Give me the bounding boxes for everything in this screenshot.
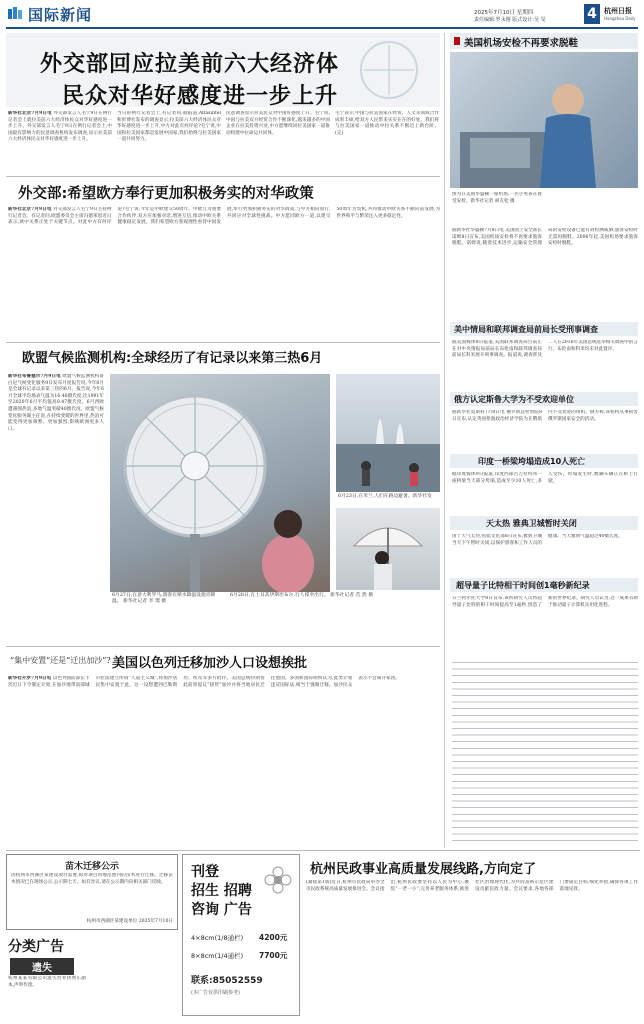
lead-dateline: 新华社北京7月9日电 [8,111,52,116]
brief-4-headline: 天太热 雅典卫城暂时关闭 [486,519,577,528]
brief-4-headline-bar [450,516,638,530]
hz-text-block [306,880,638,1018]
photo-caption: 6月28日,在土耳其伊斯坦布尔,行人撑伞出行。 新华社记者 荒 然 摄 [230,593,374,598]
photo-caption: 6月27日,在意大利罗马,游客在喷水降温设施旁降温。 新华社记者 李 璟 摄 [112,593,216,605]
right-top-headline: 美国机场安检不再要求脱鞋 [464,38,579,49]
lead-col-1 [8,111,112,171]
gaza-text-block [8,676,440,846]
lead-headline-1: 外交部回应拉美前六大经济体 [40,52,340,77]
europe-text-continued [110,610,440,640]
brief-1-text: 据美国媒体8日报道,美国联邦调查局目前正在对中央情报局前局长布伦南和联邦调查局前局长科米展开刑事调查。报道说,调查涉及二人在2016年美国总统选举相关调查中的言行。布伦南和科米均未对此置评。 [452,340,638,359]
lead-col1-text: 外交部发言人毛宁9日在例行记者会上就拉美前六大经济体民众对华好感度进一步上升、外交部发言人毛宁9日在例行记者会上,中国最有影响力的民意调查机构发布调查,显示拉美前六大经济体民众对华好感度进一步上升。 [8,111,112,143]
second-text-block [8,207,440,339]
lead-col-3: 民意调查显示拉美民众对中国好感度上升。毛宁说,中国与拉美双方经贸合作不断深化,越来越多的中国企业在拉美投资兴业,中方愿继续同拉美国家一道推动构建中拉命运共同体。 [226,111,330,136]
second-headline: 外交部:希望欧方奉行更加积极务实的对华政策 [18,186,314,202]
notice-box [6,854,178,930]
europe-text-block [8,374,104,640]
lead-col-2: 当日的例行记者会上,有记者问,据报道,Atlasintel和彭博社发布的调查显示,拉美前六大经济体民众对华好感度进一步上升,中方对此有何评论?毛宁说,中国和拉美国家都是发展中国家,我们始终与拉美国家一道共同努力。 [117,111,221,143]
airport-photo [450,52,638,188]
brief-3-headline: 印度一桥梁垮塌造成10人死亡 [478,457,586,466]
page-number: 4 [587,6,597,22]
brief-3-text: 据印度媒体9日报道,印度西部古吉拉特邦一座桥梁当天部分垮塌,造成至少10人死亡,多人受伤。垮塌发生时,数辆车辆正在桥上行驶。 [452,472,638,484]
section-title: 国际新闻 [28,6,93,24]
issue-date: 2025年7月10日 星期四 [474,10,534,16]
paper-name: 杭州日报 [604,6,632,15]
divider [6,646,440,647]
notice-title: 苗木迁移公示 [64,862,119,872]
ad-rate-box [182,854,300,1016]
umbrella-photo [336,508,440,590]
classified-title: 分类广告 [8,939,64,955]
brief-1-headline: 美中情局和联邦调查局前局长受刑事调查 [454,325,598,334]
notice-signature: 杭州市西湖区某建设单位 2025年7月10日 [86,919,173,924]
section-logo-icon [8,6,26,20]
europe-headline: 欧盟气候监测机构:全球经历了有记录以来第三热6月 [22,351,323,366]
gaza-kicker: “集中安置”还是“迁出加沙”? [10,656,111,665]
brief-3-headline-bar [450,454,638,468]
photo-caption: 6月23日,在米兰,人们在路边避暑。新华社发 [338,494,432,499]
divider [6,850,640,851]
price-2-label: 8×8cm(1/4通栏) [191,952,244,960]
lead-col-4: 毛宁表示,中国与拉美国家在经贸、人文等领域合作成果丰硕,给双方人民带来实实在在的好处。我们将与拉美国家一道推动中拉关系不断迈上新台阶。(完) [335,111,439,136]
masthead [0,0,644,34]
brief-5-text: 芬兰阿尔托大学8日宣布,该校研究人员将超导量子比特的相干时间提高至1毫秒,创造了新的世界纪录。研究人员认为,这一成果有助于推动量子计算机实用化进程。 [452,596,638,608]
editors: 责任编辑:罗永刚 版式设计:吴 旻 [474,17,546,23]
gaza-text: 以色列国防部长卡茨近日下令制定计划,在加沙地带南部城市拉法建立所谓“人道主义城”,将加沙居民集中安置于此。这一设想遭到巴勒斯坦、埃及等多方批评。美国总统特朗普此前曾提议“接管”加沙并将当地居民迁往他国。多国和国际组织认为,此类计划违反国际法,相当于强制迁移。加沙民众表示不会离开家园。 [8,676,400,688]
ad-phone: 联系:85052559 [191,976,263,986]
masthead-rule [6,27,638,29]
ad-headline: 刊登 招生 招聘 咨询 广告 [191,864,252,918]
paper-subtitle: Hangzhou Daily [604,16,636,21]
europe-text: 欧盟气候监测机构哥白尼气候变化服务9日发布月度报告说,今年6月是全球有记录以来第三热的6月。报告说,今年6月全球平均地表气温为16.46摄氏度,比1991年至2020年6月平均值高0.47摄氏度。6月西欧遭遇强热浪,多地气温突破40摄氏度。欧盟气候变化服务副主任说,在持续变暖的世界里,热浪可能变得更加频繁、更加强烈,影响欧洲更多人口。 [8,374,104,432]
europe-dateline: 新华社布鲁塞尔7月9日电 [8,374,61,379]
brief-5-headline: 超导量子比特相干时间创1毫秒新纪录 [456,581,590,590]
bullet-icon [454,37,460,45]
second-dateline: 新华社北京7月9日电 [8,207,52,212]
brief-4-text: 由于天气太热,希腊文化部8日宣布,雅典卫城当天下午暂时关闭,以保护游客和工作人员的健康。当天雅典气温超过40摄氏度。 [452,534,623,546]
airport-text: 据新华社华盛顿7月8日电 美国国土安全部长诺姆8日宣布,美国机场安检将不再要求旅客脱鞋。诺姆说,随着技术进步,运输安全管理局的安检设备已能有效检测威胁,旅客安检时无需再脱鞋。2006年起,美国机场要求旅客安检时脱鞋。 [452,228,638,247]
price-1: 4200元 [259,933,288,942]
hz-text: (紧接第1版)近日,杭州市民政局举办全市民政系统高质量发展推进会。会议指出,杭州民政要坚持以人民为中心,聚焦“一老一小”,完善养老服务体系,推进社区治理现代化,为共同富裕示范区建设贡献民政力量。会议要求,各地各部门要锚定目标,细化举措,确保各项工作落地见效。 [306,880,638,892]
fan-photo [110,374,330,592]
brief-5-headline-bar [450,578,638,592]
right-filler-text [452,660,638,846]
lead-headline-band [6,33,440,107]
gaza-dateline: 新华社开罗7月9日电 [8,676,52,681]
lost-title: 遗失 [10,958,74,975]
fountain-photo [336,374,440,492]
lost-text-column [90,958,176,1016]
lead-ornament-icon [344,39,434,101]
price-2: 7700元 [259,951,288,960]
brief-1-headline-bar [450,322,638,336]
brief-2-headline: 俄方认定斯鲁大学为不受欢迎单位 [454,395,574,404]
second-text: 外交部发言人毛宁9日主持例行记者会。有记者问,欧盟委员会主席冯德莱恩近日表示,欧中关系正处于关键节点。对此中方有何评论?毛宁说,今年是中欧建交50周年。中欧互为重要合作伙伴,双方应加强对话,增进互信,推动中欧关系健康稳定发展。我们希望欧方客观理性看待中国发展,奉行更加积极务实的对华政策,与中方相向而行,共同应对全球性挑战。中方愿同欧方一道,以建交50周年为契机,共同推动中欧关系不断向前发展,为世界和平与繁荣注入更多稳定性。 [8,207,440,226]
ad-flower-icon [263,865,293,895]
gaza-headline: 美国以色列迁移加沙人口设想挨批 [112,656,308,671]
hz-headline: 杭州民政事业高质量发展线路,方向定了 [310,862,536,877]
lost-text: 杭州某某有限公司遗失营业执照正副本,声明作废。 [8,976,86,988]
page-number-badge [584,4,600,24]
right-top-headline-bar [450,33,638,49]
brief-2-headline-bar [450,392,638,406]
brief-2-text: 据新华社莫斯科7月8日电 俄罗斯总检察院8日宣布,认定英国伦敦政治经济学院为在俄境内不受欢迎的组织。俄方称,该机构从事损害俄罗斯国家安全的活动。 [452,410,638,422]
divider [6,342,440,343]
ad-note: (本广告仅供印刷参考) [191,990,240,996]
lead-headline-2: 民众对华好感度进一步上升 [62,84,339,109]
column-divider [444,33,445,848]
airport-caption: 图为在美国华盛顿一座机场,一名小男孩在接受安检。新华社记者 胡友松 摄 [452,192,542,204]
notice-text: 因杭州市西湖区某建设项目需要,拟对项目用地范围内的苗木进行迁移。迁移苗木情况已在现场公示,公示期七天。如有异议,请在公示期内向相关部门反映。 [11,873,173,885]
price-1-label: 4×8cm(1/8通栏) [191,934,244,942]
divider [6,176,440,177]
